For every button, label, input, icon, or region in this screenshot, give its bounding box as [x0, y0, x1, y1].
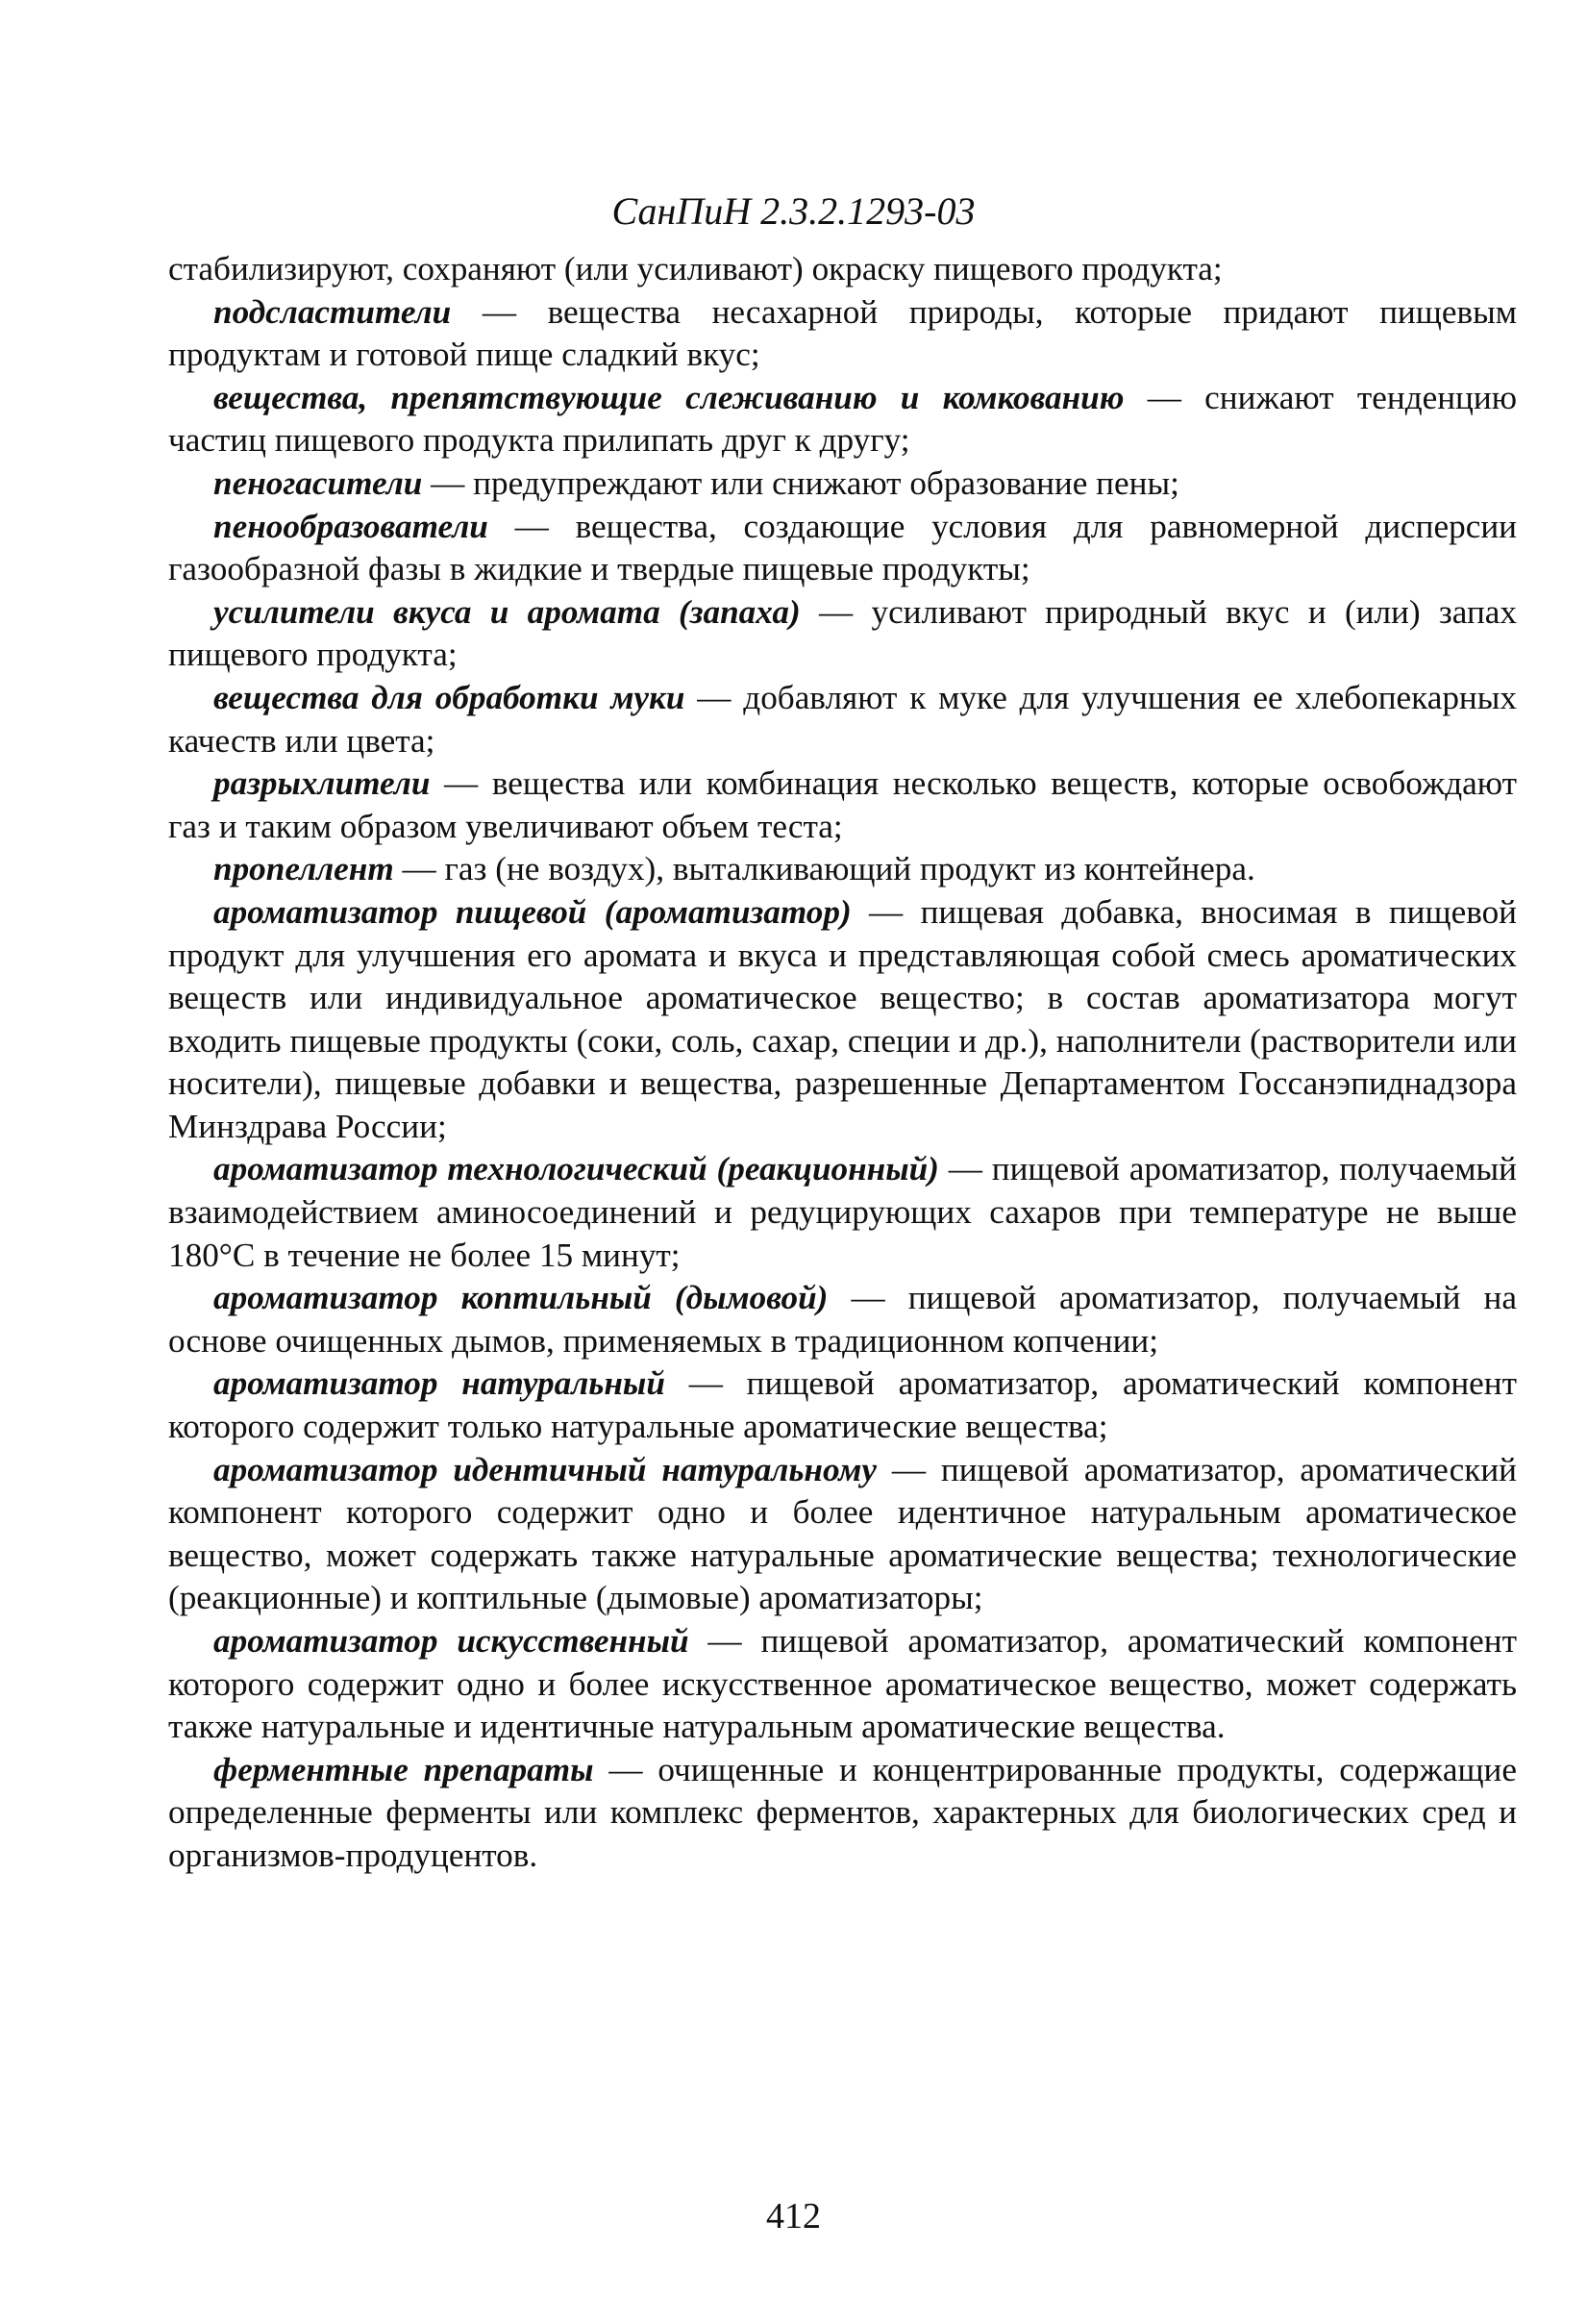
- running-header: СанПиН 2.3.2.1293-03: [611, 189, 976, 233]
- definition-text: — вещества, создающие условия для равномерной дисперсии газообразной фазы в жидкие и твердые пищевые продукты;: [168, 507, 1517, 588]
- defined-term: ферментные препараты: [213, 1750, 594, 1788]
- definition-text: — пищевой ароматизатор, получаемый на основе очищенных дымов, применяемых в традиционном копчении;: [168, 1279, 1517, 1360]
- definition-paragraph: [168, 377, 1517, 462]
- definition-paragraph: [168, 762, 1517, 848]
- definition-paragraph: [168, 291, 1517, 377]
- paragraph-text: стабилизируют, сохраняют (или усиливают) окраску пищевого продукта;: [168, 250, 1223, 287]
- defined-term: ароматизатор технологический (реакционный): [213, 1150, 939, 1188]
- definition-paragraph: [168, 1148, 1517, 1277]
- definition-paragraph: [168, 1749, 1517, 1878]
- definition-text: — предупреждают или снижают образование пены;: [422, 463, 1179, 502]
- defined-term: пропеллент: [213, 850, 394, 888]
- defined-term: пенообразователи: [213, 507, 488, 545]
- definition-text: — очищенные и концентрированные продукты, содержащие определенные ферменты или комплекс ферментов, характерных для биологических сред и организмов-продуцентов.: [168, 1750, 1518, 1874]
- definition-text: — пищевой ароматизатор, ароматический компонент которого содержит одно и более идентичное натуральным ароматическое вещество, может содержать также натуральные ароматические вещества; технологические (реакционные) и коптильные (дымовые) ароматизаторы;: [168, 1450, 1517, 1617]
- defined-term: вещества для обработки муки: [213, 678, 685, 716]
- definition-text: — пищевой ароматизатор, ароматический компонент которого содержит одно и более искусственное ароматическое вещество, может содержать также натуральные и идентичные натуральным ароматические вещества.: [168, 1622, 1517, 1746]
- definition-text: — вещества или комбинация несколько веществ, которые освобождают газ и таким образом увеличивают объем теста;: [168, 764, 1517, 845]
- document-body: [168, 248, 1517, 1878]
- definition-text: — усиливают природный вкус и (или) запах пищевого продукта;: [168, 592, 1517, 674]
- definition-text: — пищевая добавка, вносимая в пищевой продукт для улучшения его аромата и вкуса и представляющая собой смесь ароматических веществ или индивидуальное ароматическое вещество; в состав ароматизатора могут входить пищевые продукты (соки, соль, сахар, специи и др.), наполнители (растворители или носители), пищевые добавки и вещества, разрешенные Департаментом Госсанэпиднадзора Минздрава России;: [168, 892, 1517, 1145]
- definition-text: — вещества несахарной природы, которые придают пищевым продуктам и готовой пище сладкий вкус;: [168, 292, 1517, 374]
- definition-paragraph: [168, 506, 1517, 591]
- page-number: 412: [766, 2196, 821, 2237]
- definition-text: — газ (не воздух), выталкивающий продукт из контейнера.: [393, 850, 1255, 888]
- definition-paragraph: [168, 1620, 1517, 1749]
- defined-term: ароматизатор искусственный: [213, 1622, 689, 1660]
- defined-term: разрыхлители: [213, 764, 431, 803]
- defined-term: вещества, препятствующие слеживанию и комкованию: [213, 378, 1125, 416]
- defined-term: ароматизатор идентичный натуральному: [213, 1450, 877, 1488]
- paragraph-continuation: [168, 248, 1517, 291]
- defined-term: усилители вкуса и аромата (запаха): [213, 592, 801, 631]
- defined-term: пеногасители: [213, 463, 423, 502]
- definition-paragraph: [168, 1449, 1517, 1620]
- defined-term: подсластители: [213, 292, 452, 331]
- definition-text: — пищевой ароматизатор, ароматический компонент которого содержит только натуральные ароматические вещества;: [168, 1364, 1517, 1446]
- definition-paragraph: [168, 1277, 1517, 1362]
- definition-paragraph: [168, 591, 1517, 677]
- definition-text: — снижают тенденцию частиц пищевого продукта прилипать друг к другу;: [168, 378, 1517, 460]
- defined-term: ароматизатор пищевой (ароматизатор): [213, 892, 852, 931]
- definition-paragraph: [168, 848, 1517, 891]
- definition-paragraph: [168, 1362, 1517, 1448]
- definition-text: — пищевой ароматизатор, получаемый взаимодействием аминосоединений и редуцирующих сахаров при температуре не выше 180°С в течение не более 15 минут;: [168, 1150, 1517, 1274]
- definition-text: — добавляют к муке для улучшения ее хлебопекарных качеств или цвета;: [168, 678, 1517, 760]
- definition-paragraph: [168, 891, 1517, 1149]
- defined-term: ароматизатор натуральный: [213, 1364, 665, 1403]
- definition-paragraph: [168, 462, 1517, 506]
- defined-term: ароматизатор коптильный (дымовой): [213, 1279, 829, 1317]
- definition-paragraph: [168, 677, 1517, 762]
